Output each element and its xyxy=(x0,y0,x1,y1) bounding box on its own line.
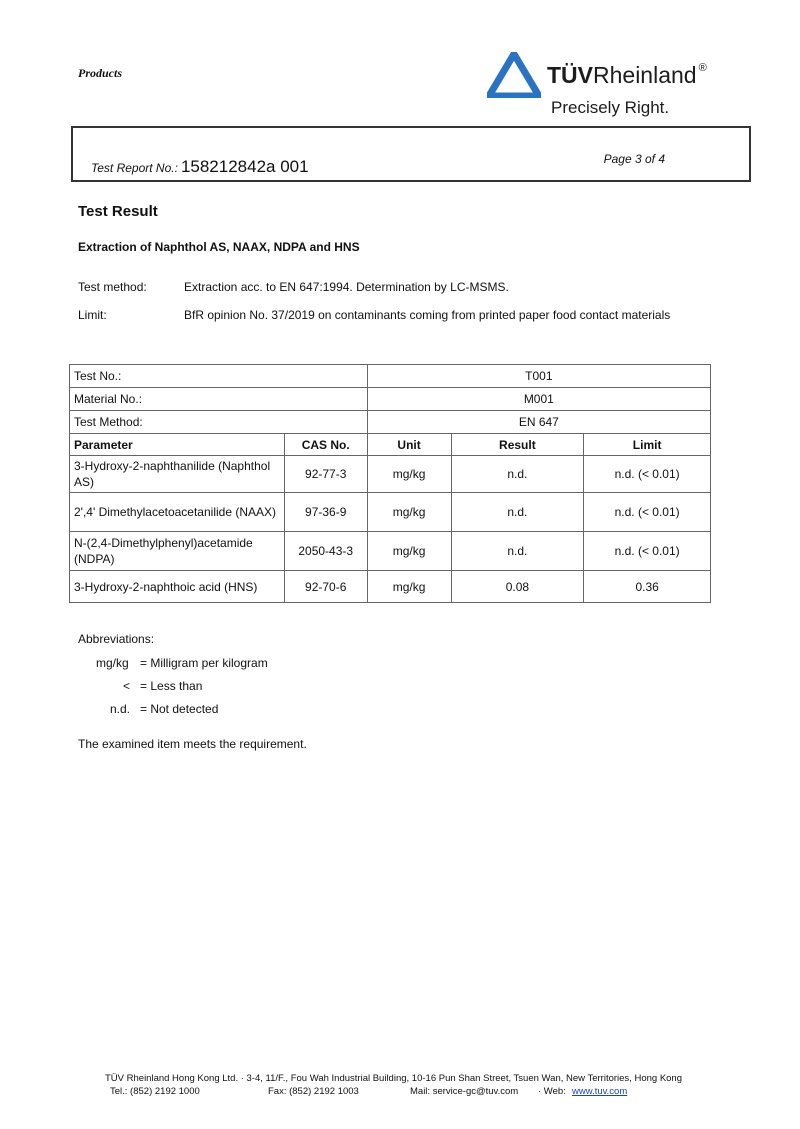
method-label: Test method: xyxy=(78,280,147,294)
footer-web-link[interactable]: www.tuv.com xyxy=(572,1086,628,1097)
table-row xyxy=(70,493,711,532)
table-row xyxy=(70,571,711,603)
cas-cell: 2050-43-3 xyxy=(284,532,367,571)
unit-cell: mg/kg xyxy=(367,493,451,532)
section-label: Products xyxy=(78,66,123,80)
test-no-label: Test No.: xyxy=(70,365,368,388)
limit-cell: n.d. (< 0.01) xyxy=(584,493,711,532)
material-no-label: Material No.: xyxy=(70,388,368,411)
conclusion-text: The examined item meets the requirement. xyxy=(78,737,307,751)
brand-name: TÜVRheinland ® xyxy=(547,62,707,88)
result-cell: n.d. xyxy=(451,493,584,532)
parameter-cell: 3-Hydroxy-2-naphthanilide (Naphthol AS) xyxy=(70,456,285,493)
report-number: 158212842a 001 xyxy=(180,157,309,176)
unit-cell: mg/kg xyxy=(367,571,451,603)
test-no-value: T001 xyxy=(367,365,710,388)
abbreviation-key: < xyxy=(123,679,131,693)
limit-label: Limit: xyxy=(78,308,107,322)
page-title: Test Result xyxy=(78,203,158,220)
test-method-label: Test Method: xyxy=(70,411,368,434)
table-row xyxy=(70,532,711,571)
limit-cell: n.d. (< 0.01) xyxy=(584,456,711,493)
column-header: Unit xyxy=(367,434,451,456)
test-no-row xyxy=(70,365,711,388)
material-no-row xyxy=(70,388,711,411)
method-value: Extraction acc. to EN 647:1994. Determination by LC-MSMS. xyxy=(184,280,509,294)
unit-cell: mg/kg xyxy=(367,456,451,493)
test-method-row xyxy=(70,411,711,434)
cas-cell: 92-70-6 xyxy=(284,571,367,603)
cas-cell: 92-77-3 xyxy=(284,456,367,493)
report-header-box xyxy=(71,126,751,182)
material-no-value: M001 xyxy=(367,388,710,411)
footer-tel: Tel.: (852) 2192 1000 xyxy=(110,1086,200,1097)
test-subtitle: Extraction of Naphthol AS, NAAX, NDPA and HNS xyxy=(78,240,360,254)
table-row xyxy=(70,456,711,493)
footer-address: TÜV Rheinland Hong Kong Ltd. · 3-4, 11/F., Fou Wah Industrial Building, 10-16 Pun Shan Street, Tsuen Wan, New Territories, Hong Kong xyxy=(105,1073,682,1084)
limit-cell: 0.36 xyxy=(584,571,711,603)
result-cell: 0.08 xyxy=(451,571,584,603)
abbreviation-value: = Not detected xyxy=(140,702,219,716)
parameter-cell: 2',4' Dimethylacetoacetanilide (NAAX) xyxy=(70,493,285,532)
limit-value: BfR opinion No. 37/2019 on contaminants coming from printed paper food contact materials xyxy=(184,308,671,322)
column-header: Limit xyxy=(584,434,711,456)
footer-web-label: · Web: xyxy=(538,1086,566,1097)
footer-fax: Fax: (852) 2192 1003 xyxy=(268,1086,359,1097)
report-number-line: Test Report No.: 158212842a 001 xyxy=(91,157,309,176)
test-method-value: EN 647 xyxy=(367,411,710,434)
results-table xyxy=(69,364,711,603)
column-header: Parameter xyxy=(70,434,285,456)
abbreviation-value: = Less than xyxy=(140,679,203,693)
column-header: Result xyxy=(451,434,584,456)
column-header-row xyxy=(70,434,711,456)
footer-mail: Mail: service-gc@tuv.com xyxy=(410,1086,519,1097)
abbreviation-key: n.d. xyxy=(110,702,131,716)
column-header: CAS No. xyxy=(284,434,367,456)
page-number: Page 3 of 4 xyxy=(603,152,665,166)
parameter-cell: N-(2,4-Dimethylphenyl)acetamide (NDPA) xyxy=(70,532,285,571)
result-cell: n.d. xyxy=(451,456,584,493)
tuv-logo xyxy=(487,52,752,120)
brand-slogan: Precisely Right. xyxy=(551,98,670,117)
abbreviation-value: = Milligram per kilogram xyxy=(140,656,268,670)
unit-cell: mg/kg xyxy=(367,532,451,571)
abbreviations-title: Abbreviations: xyxy=(78,632,155,646)
result-cell: n.d. xyxy=(451,532,584,571)
cas-cell: 97-36-9 xyxy=(284,493,367,532)
parameter-cell: 3-Hydroxy-2-naphthoic acid (HNS) xyxy=(70,571,285,603)
abbreviation-key: mg/kg xyxy=(96,656,129,670)
tuv-triangle-icon xyxy=(487,52,541,98)
limit-cell: n.d. (< 0.01) xyxy=(584,532,711,571)
